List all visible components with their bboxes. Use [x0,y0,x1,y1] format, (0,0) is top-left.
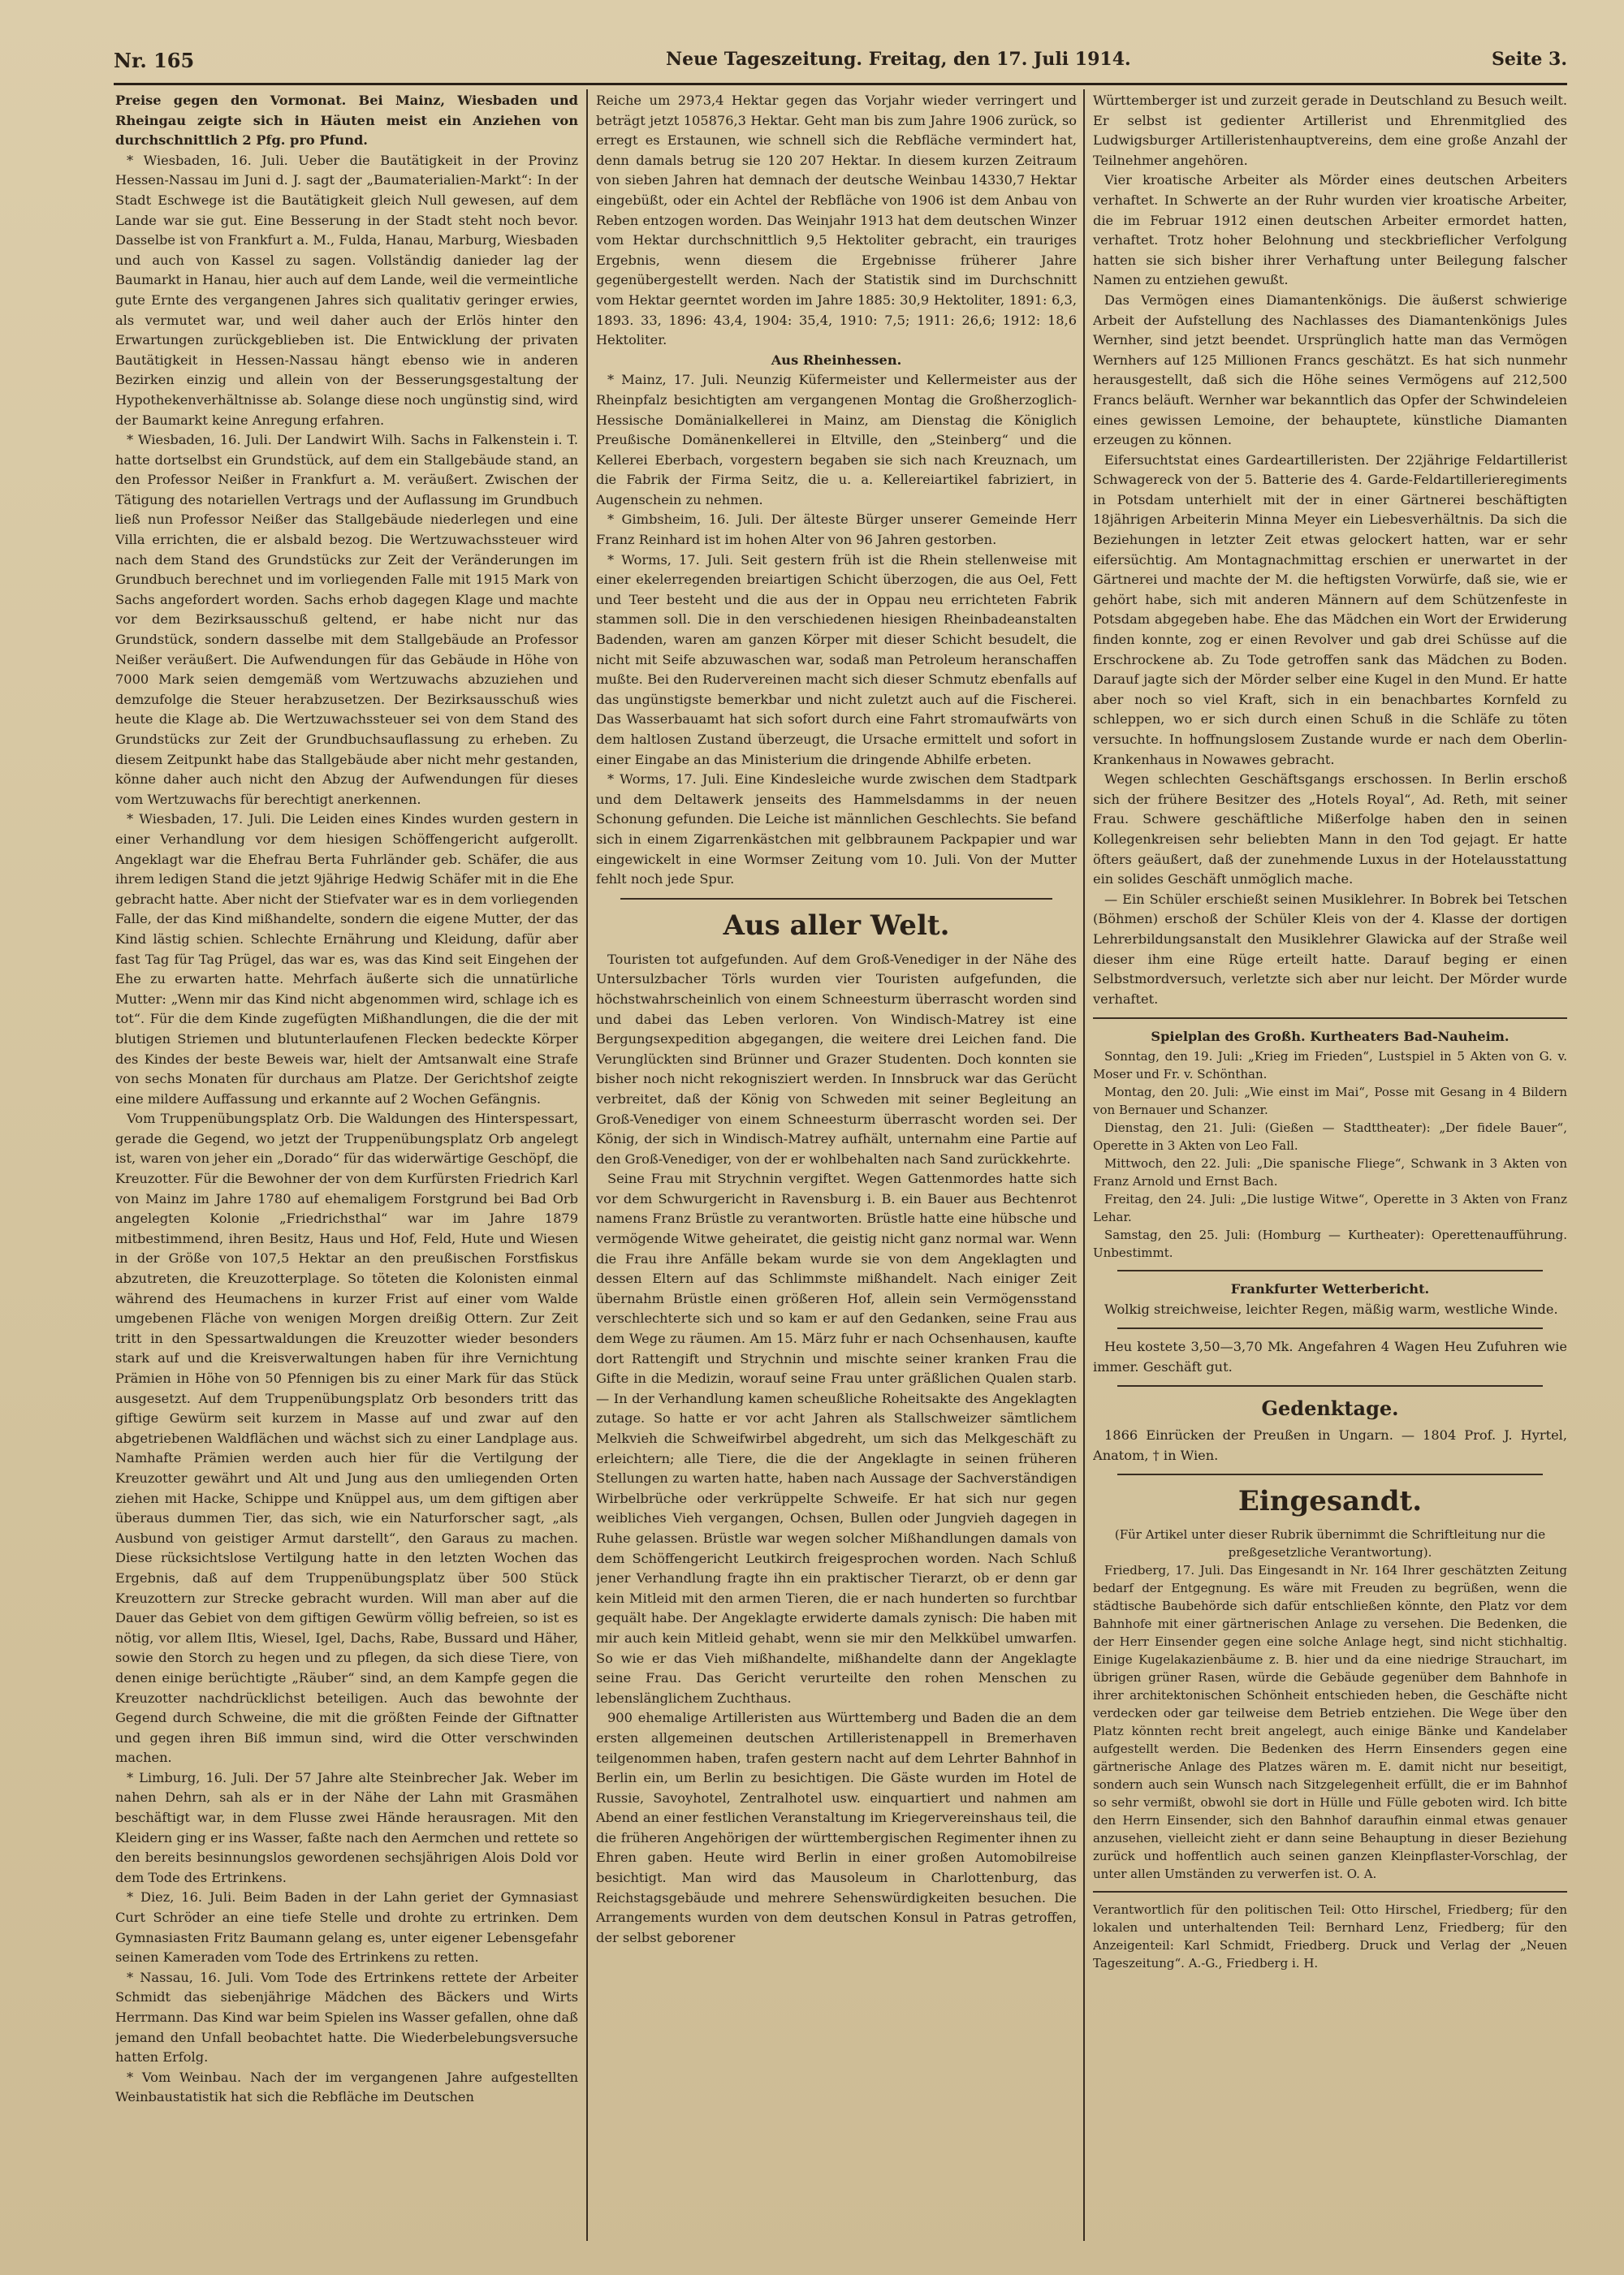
section-heading-rheinhessen: Aus Rheinhessen. [771,352,902,368]
anniversaries-text: 1866 Einrücken der Preußen in Ungarn. — 1804 Prof. J. Hyrtel, Anatom, † in Wien. [1093,1427,1567,1463]
article-paragraph: * Gimbsheim, 16. Juli. Der älteste Bürger unserer Gemeinde Herr Franz Reinhard ist im hohen Alter von 96 Jahren gestorben. [596,512,1077,548]
article-paragraph: * Mainz, 17. Juli. Neunzig Küfermeister und Kellermeister aus der Rheinpfalz besichtigten am vergangenen Montag die Großherzoglich-Hessische Domänialkellerei in Mainz, am Dienstag die Königlich Preußische Domänenkellerei in Eltville, den „Steinberg“ und die Kellerei Eberbach, vorgestern begaben sie sich nach Kreuznach, um die Fabrik der Firma Seitz, die u. a. Kellereiartikel fabriziert, in Augenschein zu nehmen. [596,372,1077,507]
section-divider [620,898,1052,900]
article-paragraph: Eifersuchtstat eines Gardeartilleristen. Der 22jährige Feldartillerist Schwagereck von der 5. Batterie des 4. Garde-Feldartillerieregiments in Potsdam unterhielt mit der in einer Gärtnerei beschäftigten 18jährigen Arbeiterin Minna Meyer ein Liebesverhältnis. Da sich die Beziehungen in letzter Zeit etwas gelockert hatten, war er sehr eifersüchtig. Am Montagnachmittag erschien er unerwartet in der Gärtnerei und machte der M. die heftigsten Vorwürfe, daß sie, wie er gehört habe, sich mit anderen Männern auf dem Schützenfeste in Potsdam abgegeben habe. Ehe das Mädchen ein Wort der Erwiderung finden konnte, zog er einen Revolver und gab drei Schüsse auf die Erschrockene ab. Zu Tode getroffen sank das Mädchen zu Boden. Darauf jagte sich der Mörder selber eine Kugel in den Mund. Er hatte aber noch so viel Kraft, sich in ein benachbartes Kornfeld zu schleppen, wo er sich durch einen Schuß in die Schläfe zu töten versuchte. In hoffnungslosem Zustande wurde er nach dem Oberlin-Krankenhaus in Nowawes gebracht. [1093,451,1567,767]
page-header [114,42,1567,85]
section-divider [1093,1017,1567,1019]
disclaimer-text: (Für Artikel unter dieser Rubrik übernimmt die Schriftleitung nur die preßgesetzliche Verantwortung). [1114,1527,1546,1561]
section-heading-aus-aller-welt: Aus aller Welt. [723,909,950,942]
imprint-text: Verantwortlich für den politischen Teil: Otto Hirschel, Friedberg; für den lokalen und unterhaltenden Teil: Bernhard Lenz, Friedberg; für den Anzeigenteil: Karl Schmidt, Friedberg. Druck und Verlag der „Neuen Tageszeitung“. A.-G., Friedberg i. H. [1093,1902,1567,1971]
page-number: Seite 3. [1491,49,1567,70]
article-paragraph: Reiche um 2973,4 Hektar gegen das Vorjahr wieder verringert und beträgt jetzt 105876,3 Hektar. Geht man bis zum Jahre 1906 zurück, so erregt es Erstaunen, wie schnell sich die Rebfläche vermindert hat, denn damals betrug sie 120 207 Hektar. In diesem kurzen Zeitraum von sieben Jahren hat demnach der deutsche Weinbau 14330,7 Hektar eingebüßt, oder ein Achtel der Rebfläche von 1906 ist dem Anbau von Reben entzogen worden. Das Weinjahr 1913 hat dem deutschen Winzer vom Hektar durchschnittlich 9,5 Hektoliter gebracht, ein trauriges Ergebnis, wenn diesem die Ergebnisse früherer Jahre gegenübergestellt werden. Nach der Statistik sind im Durchschnitt vom Hektar geerntet worden im Jahre 1885: 30,9 Hektoliter, 1891: 6,3, 1893. 33, 1896: 43,4, 1904: 35,4, 1910: 7,5; 1911: 26,6; 1912: 18,6 Hektoliter. [596,93,1077,348]
article-paragraph: * Vom Weinbau. Nach der im vergangenen Jahre aufgestellten Weinbaustatistik hat sich die Rebfläche im Deutschen [115,2069,578,2105]
section-divider [1093,1891,1567,1893]
article-paragraph: * Limburg, 16. Juli. Der 57 Jahre alte Steinbrecher Jak. Weber im nahen Dehrn, sah als er in der Nähe der Lahn mit Grasmähen beschäftigt war, in dem Flusse zwei Hände herausragen. Mit den Kleidern ging er ins Wasser, faßte nach den Aermchen und rettete so den bereits besinnungslos gewordenen sechsjährigen Alois Dold vor dem Tode des Ertrinkens. [115,1769,578,1885]
article-paragraph: Das Vermögen eines Diamantenkönigs. Die äußerst schwierige Arbeit der Aufstellung des Nachlasses des Diamantenkönigs Jules Wernher, sind jetzt beendet. Ursprünglich hatte man das Vermögen Wernhers auf 125 Millionen Francs geschätzt. Es hat sich nunmehr herausgestellt, daß sich die Höhe seines Vermögens auf 212,500 Francs beläuft. Wernher war bekanntlich das Opfer der Schwindeleien eines gewissen Lemoine, der behauptete, künstliche Diamanten erzeugen zu können. [1093,291,1567,448]
article-paragraph: * Wiesbaden, 17. Juli. Die Leiden eines Kindes wurden gestern in einer Verhandlung vor dem hiesigen Schöffengericht aufgerollt. Angeklagt war die Ehefrau Berta Fuhrländer geb. Schäfer, die aus ihrem ledigen Stand die jetzt 9jährige Hedwig Schäfer mit in die Ehe gebracht hatte. Aber nicht der Stiefvater war es in dem vorliegenden Falle, der das Kind mißhandelte, sondern die eigene Mutter, der das Kind lästig schien. Schlechte Ernährung und Kleidung, dafür aber fast Tag für Tag Prügel, das war es, was das Kind seit Eingehen der Ehe zu erwarten hatte. Mehrfach äußerte sich die unnatürliche Mutter: „Wenn mir das Kind nicht abgenommen wird, schlage ich es tot“. Für die dem Kinde zugefügten Mißhandlungen, die die der mit blutigen Striemen und blutunterlaufenen Flecken bedeckte Körper des Kindes der beste Beweis war, hielt der Amtsanwalt eine Strafe von sechs Monaten für durchaus am Platze. Der Gerichtshof zeigte eine mildere Auffassung und erkannte auf 2 Wochen Gefängnis. [115,811,578,1107]
masthead-title: Neue Tageszeitung. Freitag, den 17. Juli 1914. [666,49,1131,70]
article-paragraph: Vom Truppenübungsplatz Orb. Die Waldungen des Hinterspessart, gerade die Gegend, wo jetzt der Truppenübungsplatz Orb angelegt ist, waren von jeher ein „Dorado“ für das widerwärtige Geschöpf, die Kreuzotter. Für die Bewohner der von dem Kurfürsten Friedrich Karl von Mainz im Jahre 1780 auf ehemaligem Forstgrund bei Bad Orb angelegten Kolonie „Friedrichsthal“ war im Jahre 1879 mitbestimmend, ihren Besitz, Haus und Hof, Feld, Hute und Wiesen in der Größe von 107,5 Hektar an den preußischen Forstfiskus abzutreten, die Kreuzotterplage. So töteten die Kolonisten einmal während des Heumachens in kurzer Frist auf einer vom Walde umgebenen Fläche von wenigen Morgen dreißig Ottern. Zur Zeit tritt in den Spessartwaldungen die Kreuzotter wieder besonders stark auf und die Kreisverwaltungen haben für ihre Vernichtung Prämien in Höhe von 50 Pfennigen bis zu einer Mark für das Stück ausgesetzt. Auf dem Truppenübungsplatz Orb besonders tritt das giftige Gewürm seit kurzem in Masse auf und zwar auf den abgetriebenen Waldflächen und wächst sich zu einer Landplage aus. Namhafte Prämien werden auch hier für die Vertilgung der Kreuzotter gewährt und Alt und Jung aus den umliegenden Orten ziehen mit Hacke, Schippe und Knüppel aus, um dem giftigen aber überaus dummen Tier, das sich, wie ein Naturforscher sagt, „als Ausbund von geistiger Armut darstellt“, den Garaus zu machen. Diese rücksichtslose Vertilgung hatte in den letzten Wochen das Ergebnis, daß auf dem Truppenübungsplatz über 500 Stück Kreuzottern zur Strecke gebracht wurden. Will man aber auf die Dauer das Gebiet von dem giftigen Gewürm völlig befreien, so ist es nötig, vor allem Iltis, Wiesel, Igel, Dachs, Rabe, Bussard und Häher, sowie den Storch zu hegen und zu pflegen, da sich diese Tiere, von denen einige berüchtigte „Räuber“ sind, an dem Kampfe gegen die Kreuzotter nachdrücklichst beteiligen. Auch das bewohnte der Gegend durch Schweine, die mit die größten Feinde der Giftnatter und gegen ihren Biß immun sind, wird die Otter verschwinden machen. [115,1111,578,1766]
market-report: Heu kostete 3,50—3,70 Mk. Angefahren 4 Wagen Heu Zufuhren wie immer. Geschäft gut. [1093,1339,1567,1375]
column-rule [586,89,588,2241]
reader-letter: Friedberg, 17. Juli. Das Eingesandt in Nr. 164 Ihrer geschätzten Zeitung bedarf der Entgegnung. Es wäre mit Freuden zu begrüßen, wenn die städtische Baubehörde sich dafür entschließen könnte, den Platz vor dem Bahnhofe mit einer gärtnerischen Anlage zu versehen. Die Bedenken, die der Herr Einsender gegen eine solche Anlage hegt, sind nicht stichhaltig. Einige Kugelakazienbäume z. B. hier und da eine niedrige Strauchart, im übrigen grüner Rasen, würde die Gebäude gegenüber dem Bahnhofe in ihrer architektonischen Schönheit entschieden heben, die Geschäfte nicht verdecken oder gar teilweise dem Betrieb entziehen. Die Wege über den Platz könnten recht breit angelegt, auch einige Bänke und Kandelaber aufgestellt werden. Die Bedenken des Herrn Einsenders gegen eine gärtnerische Anlage des Platzes wären m. E. damit nicht nur beseitigt, sondern auch sein Wunsch nach Sitzgelegenheit erfüllt, die er im Bahnhof so sehr vermißt, obwohl sie dort in Hülle und Fülle geboten wird. Ich bitte den Herrn Einsender, sich den Bahnhof daraufhin einmal etwas genauer anzusehen, vielleicht zieht er dann seine Behauptung in dieser Beziehung zurück und hoffentlich auch seinen ganzen Kleinpflaster-Vorschlag, der unter allen Umständen zu verwerfen ist. O. A. [1093,1563,1567,1882]
column-1 [115,91,578,2243]
section-divider [1117,1474,1543,1475]
article-paragraph: Touristen tot aufgefunden. Auf dem Groß-Venediger in der Nähe des Untersulzbacher Törls wurden vier Touristen aufgefunden, die höchstwahrscheinlich von einem Schneesturm überrascht worden sind und dabei das Leben verloren. Von Windisch-Matrey ist eine Bergungsexpedition abgegangen, die weitere drei Leichen fand. Die Verunglückten sind Brünner und Grazer Studenten. Doch konnten sie bisher noch nicht rekognisziert werden. In Innsbruck war das Gerücht verbreitet, daß der König von Schweden mit seiner Begleitung an Groß-Venediger von einem Schneesturm überrascht worden sei. Der König, der sich in Windisch-Matrey aufhält, unternahm eine Partie auf den Groß-Venediger, von der er wohlbehalten nach Sand zurückkehrte. [596,951,1077,1167]
weather-text: Wolkig streichweise, leichter Regen, mäßig warm, westliche Winde. [1104,1301,1558,1317]
section-heading-wetterbericht: Frankfurter Wetterbericht. [1230,1280,1430,1297]
schedule-entry: Samstag, den 25. Juli: (Homburg — Kurtheater): Operettenaufführung. Unbestimmt. [1093,1227,1567,1260]
article-paragraph: Vier kroatische Arbeiter als Mörder eines deutschen Arbeiters verhaftet. In Schwerte an der Ruhr wurden vier kroatische Arbeiter, die im Februar 1912 einen deutschen Arbeiter ermordet hatten, verhaftet. Trotz hoher Belohnung und steckbrieflicher Verfolgung hatten sie sich bisher ihrer Verhaftung unter Beilegung falscher Namen zu entziehen gewußt. [1093,172,1567,288]
article-paragraph: Seine Frau mit Strychnin vergiftet. Wegen Gattenmordes hatte sich vor dem Schwurgericht in Ravensburg i. B. ein Bauer aus Bechtenrot namens Franz Brüstle zu verantworten. Brüstle hatte eine hübsche und vermögende Witwe geheiratet, die geistig nicht ganz normal war. Wenn die Frau ihre Anfälle bekam wurde sie von dem Angeklagten und dessen Eltern auf das Schlimmste mißhandelt. Nach einiger Zeit übernahm Brüstle einen größeren Hof, allein sein Vermögensstand verschlechterte sich und so kam er auf den Gedanken, seine Frau aus dem Wege zu räumen. Am 15. März fuhr er nach Ochsenhausen, kaufte dort Rattengift und Strychnin und mischte seiner kranken Frau die Gifte in die Medizin, worauf seine Frau unter gräßlichen Qualen starb. — In der Verhandlung kamen scheußliche Roheitsakte des Angeklagten zutage. So hatte er vor acht Jahren als Stallschweizer sämtlichem Melkvieh die Schweifwirbel abgedreht, um sich das Melkgeschäft zu erleichtern; alle Tiere, die die der Angeklagte in seinen früheren Stellungen zu warten hatte, haben nach Aussage der Sachverständigen Wirbelbrüche oder verkrüppelte Schweife. Er hat sich nur gegen weibliches Vieh vergangen, Ochsen, Bullen oder Jungvieh dagegen in Ruhe gelassen. Brüstle war wegen solcher Mißhandlungen damals von dem Schöffengericht Leutkirch freigesprochen worden. Nach Schluß jener Verhandlung fragte ihn ein praktischer Tierarzt, ob er denn gar kein Mitleid mit den armen Tieren, die er nach hunderten so furchtbar gequält habe. Der Angeklagte erwiderte damals zynisch: Die haben mit mir auch kein Mitleid gehabt, wenn sie mir den Melkkübel umwarfen. So wie er das Vieh mißhandelte, mißhandelte dann der Angeklagte seine Frau. Das Gericht verurteilte den rohen Menschen zu lebenslänglichem Zuchthaus. [596,1171,1077,1706]
article-paragraph: 900 ehemalige Artilleristen aus Württemberg und Baden die an dem ersten allgemeinen deutschen Artilleristenappell in Bremerhaven teilgenommen haben, trafen gestern nacht auf dem Lehrter Bahnhof in Berlin ein, um Berlin zu besichtigen. Die Gäste wurden im Hotel de Russie, Savoyhotel, Zentralhotel usw. einquartiert und nahmen am Abend an einer festlichen Veranstaltung im Kriegervereinshaus teil, die die früheren Angehörigen der württembergischen Regimenter ihnen zu Ehren gaben. Heute wird Berlin in einer großen Automobilreise besichtigt. Man wird das Mausoleum in Charlottenburg, das Reichstagsgebäude und mehrere Sehenswürdigkeiten besuchen. Die Arrangements wurden von dem deutschen Konsul in Patras getroffen, der selbst geborener [596,1710,1077,1945]
article-paragraph: * Wiesbaden, 16. Juli. Ueber die Bautätigkeit in der Provinz Hessen-Nassau im Juni d. J. sagt der „Baumaterialien-Markt“: In der Stadt Eschwege ist die Bautätigkeit gleich Null gewesen, auf dem Lande war sie gut. Eine Besserung in der Stadt steht noch bevor. Dasselbe ist von Frankfurt a. M., Fulda, Hanau, Marburg, Wiesbaden und auch von Kassel zu sagen. Vollständig danieder lag der Baumarkt in Hanau, hier auch auf dem Lande, weil die vermeintliche gute Ernte des vergangenen Jahres sich qualitativ geringer erwies, als vermutet war, und weil daher auch der Erlös hinter den Erwartungen zurückgeblieben ist. Die Entwicklung der privaten Bautätigkeit in Hessen-Nassau hängt ebenso wie in anderen Bezirken einzig und allein von der Besserungsgestaltung der Hypothekenverhältnisse ab. Solange diese noch ungünstig sind, wird der Baumarkt keine Anregung erfahren. [115,152,578,428]
article-paragraph: Preise gegen den Vormonat. Bei Mainz, Wiesbaden und Rheingau zeigte sich in Häuten meist ein Anziehen von durchschnittlich 2 Pfg. pro Pfund. [115,93,578,149]
article-paragraph: Württemberger ist und zurzeit gerade in Deutschland zu Besuch weilt. Er selbst ist gedienter Artillerist und Ehrenmitglied des Ludwigsburger Artilleristenhauptvereins, dem eine große Anzahl der Teilnehmer angehören. [1093,93,1567,168]
column-rule [1083,89,1085,2241]
schedule-entry: Mittwoch, den 22. Juli: „Die spanische Fliege“, Schwank in 3 Akten von Franz Arnold und Ernst Bach. [1093,1155,1567,1189]
column-3 [1093,91,1567,2243]
schedule-entry: Freitag, den 24. Juli: „Die lustige Witwe“, Operette in 3 Akten von Franz Lehar. [1093,1191,1567,1224]
section-divider [1117,1385,1543,1387]
article-paragraph: * Diez, 16. Juli. Beim Baden in der Lahn geriet der Gymnasiast Curt Schröder an eine tiefe Stelle und drohte zu ertrinken. Dem Gymnasiasten Fritz Baumann gelang es, unter eigener Lebensgefahr seinen Kameraden vom Tode des Ertrinkens zu retten. [115,1889,578,1966]
issue-number: Nr. 165 [114,49,195,72]
article-paragraph: Wegen schlechten Geschäftsgangs erschossen. In Berlin erschoß sich der frühere Besitzer des „Hotels Royal“, Ad. Reth, mit seiner Frau. Schwere geschäftliche Mißerfolge haben den in seinen Kollegenkreisen sehr beliebten Mann in den Tod gejagt. Er hatte öfters geäußert, daß der zunehmende Luxus in der Hotelausstattung ein solides Geschäft unmöglich mache. [1093,771,1567,887]
section-heading-spielplan: Spielplan des Großh. Kurtheaters Bad-Nauheim. [1151,1029,1510,1045]
article-paragraph: * Nassau, 16. Juli. Vom Tode des Ertrinkens rettete der Arbeiter Schmidt das siebenjährige Mädchen des Bäckers und Wirts Herrmann. Das Kind war beim Spielen ins Wasser gefallen, ohne daß jemand den Unfall beobachtet hatte. Die Wiederbelebungsversuche hatten Erfolg. [115,1969,578,2066]
column-2 [596,91,1077,2243]
section-heading-gedenktage: Gedenktage. [1261,1397,1399,1421]
article-paragraph: * Worms, 17. Juli. Seit gestern früh ist die Rhein stellenweise mit einer ekelerregenden breiartigen Schicht überzogen, die aus Oel, Fett und Teer besteht und die aus der in Oppau neu errichteten Fabrik stammen soll. Die in den verschiedenen hiesigen Rheinbadeanstalten Badenden, waren am ganzen Körper mit dieser Schicht besudelt, die nicht mit Seife abzuwaschen war, sodaß man Petroleum heranschaffen mußte. Bei den Rudervereinen macht sich dieser Schmutz ebenfalls auf das ungünstigste bemerkbar und nicht zuletzt auch auf die Fischerei. Das Wasserbauamt hat sich sofort durch eine Fahrt stromaufwärts von dem haltlosen Zustand überzeugt, die Ursache ermittelt und sofort in einer Eingabe an das Ministerium die dringende Abhilfe erbeten. [596,551,1077,767]
schedule-entry: Montag, den 20. Juli: „Wie einst im Mai“, Posse mit Gesang in 4 Bildern von Bernauer und Schanzer. [1093,1084,1567,1117]
article-paragraph: * Worms, 17. Juli. Eine Kindesleiche wurde zwischen dem Stadtpark und dem Deltawerk jenseits des Hammelsdamms in der neuen Schonung gefunden. Die Leiche ist männlichen Geschlechts. Sie befand sich in einem Zigarrenkästchen mit gelbbraunem Packpapier und war eingewickelt in eine Wormser Zeitung vom 10. Juli. Von der Mutter fehlt noch jede Spur. [596,771,1077,887]
section-divider [1117,1327,1543,1329]
schedule-entry: Dienstag, den 21. Juli: (Gießen — Stadttheater): „Der fidele Bauer“, Operette in 3 Akten von Leo Fall. [1093,1120,1567,1153]
section-divider [1117,1270,1543,1271]
schedule-entry: Sonntag, den 19. Juli: „Krieg im Frieden“, Lustspiel in 5 Akten von G. v. Moser und Fr. v. Schönthan. [1093,1048,1567,1081]
section-heading-eingesandt: Eingesandt. [1237,1485,1423,1518]
article-paragraph: * Wiesbaden, 16. Juli. Der Landwirt Wilh. Sachs in Falkenstein i. T. hatte dortselbst ein Grundstück, auf dem ein Stallgebäude stand, an den Professor Neißer in Frankfurt a. M. veräußert. Zwischen der Tätigung des notariellen Vertrags und der Auflassung im Grundbuch ließ nun Professor Neißer das Stallgebäude niederlegen und eine Villa errichten, die er alsbald bezog. Die Wertzuwachssteuer wird nach dem Stand des Grundstücks zur Zeit der Veränderungen im Grundbuch berechnet und im vorliegenden Falle mit 1915 Mark von Sachs angefordert worden. Sachs erhob dagegen Klage und machte vor dem Bezirksausschuß geltend, er habe nicht nur das Grundstück, sondern dasselbe mit dem Stallgebäude an Professor Neißer veräußert. Die Aufwendungen für das Gebäude in Höhe von 7000 Mark seien demgemäß vom Wertzuwachs abzuziehen und demzufolge die Steuer herabzusetzen. Der Bezirksausschuß wies heute die Klage ab. Die Wertzuwachssteuer sei von dem Stand des Grundstücks zur Zeit der Grundbuchsauflassung zu erheben. Zu diesem Zeitpunkt habe das Stallgebäude aber nicht mehr gestanden, könne daher auch nicht den Abzug der Aufwendungen für dieses vom Wertzuwachs für berechtigt anerkennen. [115,432,578,807]
article-paragraph: — Ein Schüler erschießt seinen Musiklehrer. In Bobrek bei Tetschen (Böhmen) erschoß der Schüler Kleis von der 4. Klasse der dortigen Lehrerbildungsanstalt den Musiklehrer Glawicka auf der Straße weil dieser ihm eine Rüge erteilt hatte. Darauf beging er einen Selbstmordversuch, verletzte sich aber nur leicht. Der Mörder wurde verhaftet. [1093,891,1567,1007]
